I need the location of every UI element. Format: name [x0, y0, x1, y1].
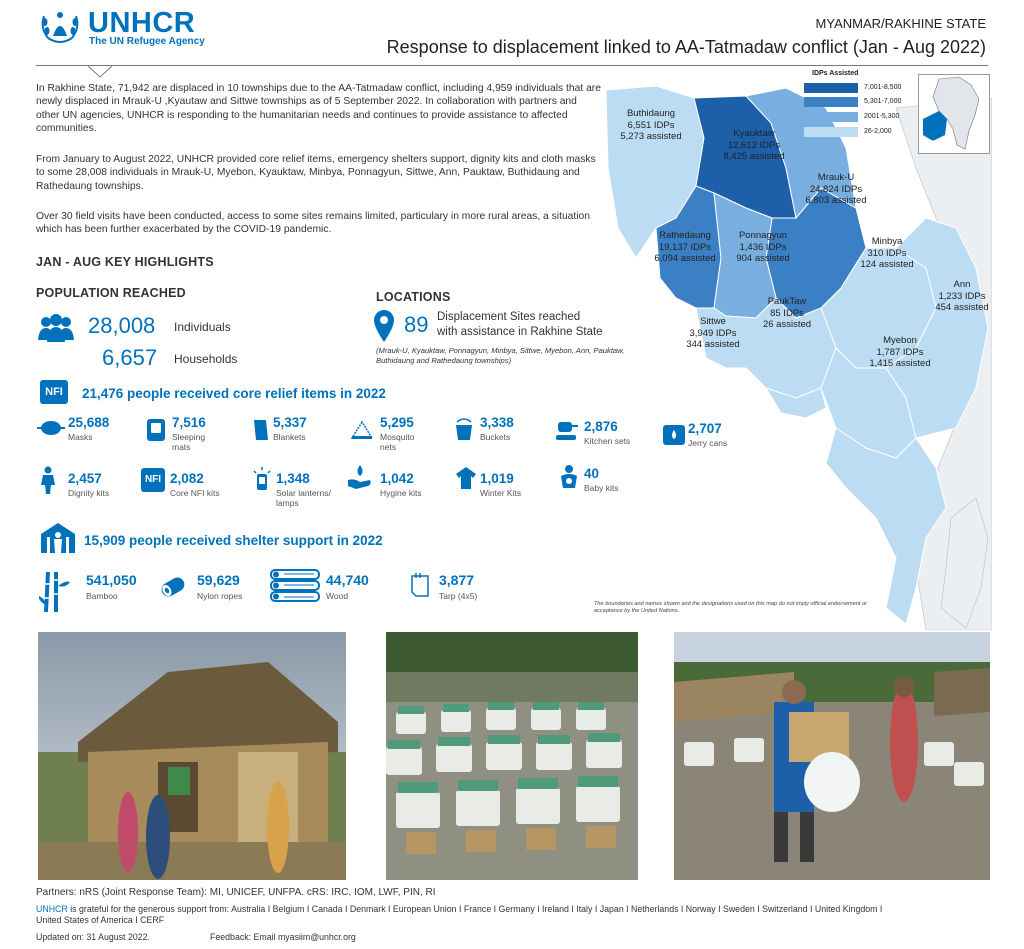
locations-value: 89	[404, 312, 429, 337]
shelter-label-nylon-ropes: Nylon ropes	[197, 591, 243, 601]
photo-shelter-house	[38, 632, 346, 880]
population-heading: POPULATION REACHED	[36, 286, 186, 300]
shelter-value-bamboo: 541,050	[86, 572, 137, 588]
legend-label-3: 2001-5,300	[864, 113, 900, 120]
nfi-heading: 21,476 people received core relief items in 2022	[82, 386, 386, 401]
nfi-value-core-nfi-kits: 2,082	[170, 471, 204, 486]
bamboo-icon	[38, 570, 72, 619]
dignity-kit-icon	[40, 466, 56, 499]
nfi-value-hygiene-kits: 1,042	[380, 471, 414, 486]
legend-swatch-3	[804, 112, 858, 122]
locations-townships: (Mrauk-U, Kyauktaw, Ponnagyun, Minbya, Sittwe, Myebon, Ann, Pauktaw, Buthidaung and Rathedaung townships)	[376, 346, 625, 365]
legend-label-2: 5,301-7,000	[864, 98, 902, 105]
nfi-value-winter-kits: 1,019	[480, 471, 514, 486]
header-divider	[36, 65, 988, 66]
nfi-value-sleeping-mats: 7,516	[172, 415, 206, 430]
shelter-label-tarp: Tarp (4x5)	[439, 591, 478, 601]
shelter-value-nylon-ropes: 59,629	[197, 572, 240, 588]
map-label-ponnagyun: Ponnagyun 1,436 IDPs 904 assisted	[736, 230, 790, 264]
map-label-ann: Ann 1,233 IDPs 454 assisted	[935, 279, 989, 313]
shelter-value-wood: 44,740	[326, 572, 369, 588]
shelter-value-tarp: 3,877	[439, 572, 475, 588]
winter-kit-icon	[454, 466, 478, 495]
nfi-value-baby-kits: 40	[584, 466, 600, 481]
nfi-label-core-nfi-kits: Core NFI kits	[170, 488, 220, 498]
baby-kit-icon	[558, 464, 580, 495]
nfi-label-jerry-cans: Jerry cans	[688, 438, 728, 448]
shelter-heading: 15,909 people received shelter support in 2022	[84, 533, 383, 548]
nfi-label-baby-kits: Baby kits	[584, 483, 619, 493]
households-label: Households	[174, 352, 238, 366]
map-label-kyauktaw: Kyauktaw 12,612 IDPs 8,425 assisted	[723, 128, 785, 162]
nfi-label-blankets: Blankets	[273, 432, 306, 442]
nfi-label-masks: Masks	[68, 432, 93, 442]
nfi-value-jerry-cans: 2,707	[688, 421, 722, 436]
donor-acknowledgement: UNHCR is grateful for the generous support from: Australia I Belgium I Canada I Denmark I European Union I France I Germany I Ireland I Italy I Japan I Netherlands I Norway I Sweden I Switzerland I United Kingdom I United States of America I CERF	[36, 904, 883, 925]
wood-icon	[270, 569, 322, 608]
intro-paragraph-2: From January to August 2022, UNHCR provided core relief items, emergency shelters support, dignity kits and cloth masks to some 28,008 individuals in Mrauk-U, Myebon, Kyauktaw, Minbya, Ponnagyun, Sittwe, Ann, Pauktaw, Buthidaung and Rathedaung townships.	[36, 154, 596, 192]
individuals-label: Individuals	[174, 320, 231, 334]
locations-line-2: with assistance in Rakhine State	[437, 326, 603, 338]
tarp-icon	[410, 572, 430, 603]
map-label-buthidaung: Buthidaung 6,551 IDPs 5,273 assisted	[620, 108, 682, 142]
legend-label-1: 7,001-8,500	[864, 84, 902, 91]
org-name: UNHCR	[88, 7, 196, 39]
kitchen-set-icon	[554, 420, 580, 447]
nfi-label-hygiene-kits: Hygine kits	[380, 488, 422, 498]
feedback-email[interactable]: Feedback: Email myasiim@unhcr.org	[210, 932, 356, 942]
nfi-label-mosquito-nets: Mosquito nets	[380, 432, 415, 452]
org-tagline: The UN Refugee Agency	[89, 36, 205, 47]
shelter-label-wood: Wood	[326, 591, 349, 601]
nfi-kit-icon: NFI	[141, 468, 165, 492]
map-label-rathedaung: Rathedaung 19,137 IDPs 6,094 assisted	[654, 230, 716, 264]
updated-date: Updated on: 31 August 2022.	[36, 932, 150, 942]
nfi-value-solar-lanterns: 1,348	[276, 471, 310, 486]
nfi-label-kitchen-sets: Kitchen sets	[584, 436, 631, 446]
intro-paragraph-1: In Rakhine State, 71,942 are displaced in 10 townships due to the AA-Tatmadaw conflict, including 4,959 individuals that are newly displaced in Mrauk-U ,Kyautaw and Sittwe townships as of 5 September 2022. In collaboration with partners and other UN agencies, UNHCR is responding to the humanitarian needs and continues to provide assistance to affected communities.	[36, 83, 601, 135]
location-inset-map	[918, 74, 990, 154]
legend-swatch-1	[804, 83, 858, 93]
nfi-label-winter-kits: Winter Kits	[480, 488, 522, 498]
header-pointer	[88, 65, 112, 83]
partners-line: Partners: nRS (Joint Response Team): MI, UNICEF, UNFPA. cRS: IRC, IOM, LWF, PIN, RI	[36, 887, 436, 898]
nfi-label-dignity-kits: Dignity kits	[68, 488, 110, 498]
legend-title: IDPs Assisted	[812, 70, 859, 77]
legend-swatch-2	[804, 97, 858, 107]
rope-icon	[158, 574, 188, 605]
nfi-value-masks: 25,688	[68, 415, 110, 430]
shelter-label-bamboo: Bamboo	[86, 591, 118, 601]
location-map-label: Location Map	[925, 139, 956, 145]
page-title: Response to displacement linked to AA-Tatmadaw conflict (Jan - Aug 2022)	[386, 37, 986, 57]
map-label-myebon: Myebon 1,787 IDPs 1,415 assisted	[869, 335, 931, 369]
nfi-value-mosquito-nets: 5,295	[380, 415, 414, 430]
region-label: MYANMAR/RAKHINE STATE	[815, 16, 986, 31]
nfi-value-buckets: 3,338	[480, 415, 514, 430]
shelter-icon	[40, 522, 76, 559]
nfi-value-dignity-kits: 2,457	[68, 471, 102, 486]
legend-label-4: 26-2,000	[864, 128, 892, 135]
photo-distribution	[674, 632, 990, 880]
people-icon	[38, 314, 74, 347]
highlights-heading: JAN - AUG KEY HIGHLIGHTS	[36, 255, 214, 269]
map-label-minbya: Minbya 310 IDPs 124 assisted	[860, 236, 914, 270]
legend-swatch-4	[804, 127, 858, 137]
nfi-label-sleeping-mats: Sleeping mats	[172, 432, 206, 452]
nfi-label-solar-lanterns: Solar lanterns/ lamps	[276, 488, 331, 508]
nfi-badge-icon: NFI	[40, 380, 68, 404]
grateful-org: UNHCR	[36, 904, 68, 914]
nfi-label-buckets: Buckets	[480, 432, 511, 442]
households-value: 6,657	[102, 345, 158, 370]
mask-icon	[36, 420, 66, 441]
map-disclaimer: The boundaries and names shown and the designations used on this map do not imply official endorsement or acceptance by the United Nations.	[594, 601, 868, 614]
sleeping-mat-icon	[146, 418, 166, 447]
nfi-value-kitchen-sets: 2,876	[584, 419, 618, 434]
intro-paragraph-3: Over 30 field visits have been conducted, access to some sites remains limited, particulary in more rural areas, a situation which has been further exacerbated by the COVID-19 pandemic.	[36, 211, 590, 236]
locations-line-1: Displacement Sites reached	[437, 311, 581, 323]
individuals-value: 28,008	[88, 313, 156, 338]
hygiene-kit-icon	[346, 464, 374, 495]
blanket-icon	[252, 418, 270, 447]
location-pin-icon	[374, 310, 394, 347]
unhcr-emblem-icon	[36, 6, 84, 51]
locations-heading: LOCATIONS	[376, 290, 451, 304]
mosquito-net-icon	[350, 420, 374, 445]
nfi-value-blankets: 5,337	[273, 415, 307, 430]
map-label-sittwe: Sittwe 3,949 IDPs 344 assisted	[686, 316, 740, 350]
map-label-mrauk-u: Mrauk-U 24,824 IDPs 6,803 assisted	[805, 172, 867, 206]
bucket-icon	[454, 418, 474, 447]
solar-lantern-icon	[250, 466, 274, 497]
map-label-pauktaw: PaukTaw 85 IDPs 26 assisted	[762, 296, 812, 330]
photo-relief-items	[386, 632, 638, 880]
